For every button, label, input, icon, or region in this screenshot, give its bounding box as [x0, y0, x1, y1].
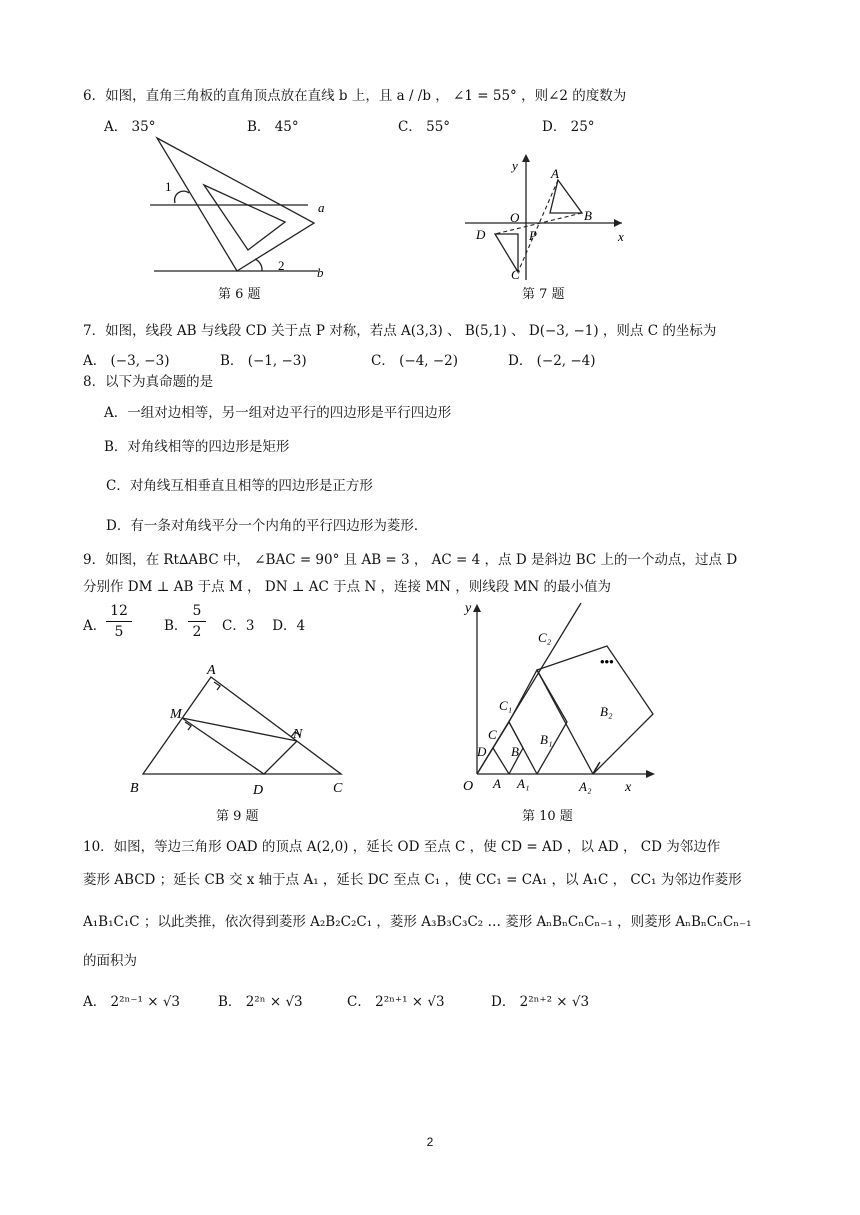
label-y: y [512, 158, 518, 173]
segments-MD-DN [182, 718, 297, 774]
label-b: b [317, 265, 324, 280]
label-O: O [463, 779, 474, 794]
label-C: C [511, 267, 520, 282]
ellipsis-dots: ••• [600, 654, 614, 669]
label-B: B [584, 208, 592, 223]
q7-option-d: D． (−2, −4) [508, 353, 596, 369]
q10-line1: 10．如图，等边三角形 OAD 的顶点 A(2,0) ，延长 OD 至点 C ，使 CD = AD ，以 AD ， CD 为邻边作 [83, 839, 721, 855]
q10-figure [455, 598, 660, 803]
q7-stem: 7．如图，线段 AB 与线段 CD 关于点 P 对称，若点 A(3,3) 、 B(5,1) 、 D(−3, −1) ，则点 C 的坐标为 [83, 323, 717, 339]
triangle-ABP [550, 180, 582, 213]
label-x: x [625, 780, 632, 795]
q9-option-a-fraction [106, 601, 132, 642]
label-y: y [465, 601, 472, 616]
q8-option-a: A．一组对边相等，另一组对边平行的四边形是平行四边形 [104, 405, 452, 421]
q8-option-d: D．有一条对角线平分一个内角的平行四边形为菱形． [106, 518, 428, 534]
q10-option-d: D． 2²ⁿ⁺² × √3 [491, 994, 590, 1010]
q9-fraction-a-denominator: 5 [114, 624, 124, 640]
label-P: P [529, 228, 537, 243]
q9-figure [125, 662, 365, 802]
q10-line4: 的面积为 [83, 953, 137, 969]
q10-line3: A₁B₁C₁C ；以此类推，依次得到菱形 A₂B₂C₂C₁ ，菱形 A₃B₃C₃C₂ … 菱形 AₙBₙCₙCₙ₋₁ ，则菱形 AₙBₙCₙCₙ₋₁ [83, 914, 752, 930]
q6-option-c: C． 55° [398, 119, 451, 135]
q8-stem: 8．以下为真命题的是 [83, 374, 214, 390]
q9-fraction-b-numerator: 5 [188, 601, 206, 622]
q6-option-d: D． 25° [542, 119, 595, 135]
q7-figure [460, 150, 640, 285]
page-number: 2 [426, 1135, 434, 1149]
q9-stem-line1: 9．如图，在 Rt∆ABC 中， ∠BAC = 90° 且 AB = 3 ， AC = 4 ，点 D 是斜边 BC 上的一个动点，过点 D [83, 552, 738, 568]
q9-fraction-a-numerator: 12 [106, 601, 132, 622]
q10-option-c: C． 2²ⁿ⁺¹ × √3 [347, 994, 445, 1010]
label-N: N [293, 727, 303, 742]
angle-2-arc [255, 259, 262, 271]
label-C2: C₂ [538, 630, 552, 645]
label-x: x [618, 229, 624, 244]
q10-option-b: B． 2²ⁿ × √3 [218, 994, 303, 1010]
q9-caption: 第 9 题 [216, 809, 259, 824]
q9-fraction-b-denominator: 2 [192, 624, 202, 640]
q7-option-a: A． (−3, −3) [83, 353, 170, 369]
q10-caption: 第 10 题 [522, 809, 573, 824]
q6-option-b: B． 45° [247, 119, 299, 135]
label-B1: B₁ [540, 732, 553, 747]
triangle-inner [204, 185, 285, 250]
label-A1: A₁ [517, 776, 530, 791]
q7-caption: 第 7 题 [522, 287, 565, 302]
q9-option-b-fraction [188, 601, 206, 642]
q10-option-a: A． 2²ⁿ⁻¹ × √3 [83, 994, 181, 1010]
q7-option-b: B． (−1, −3) [220, 353, 307, 369]
label-C: C [488, 727, 497, 742]
label-2: 2 [278, 258, 285, 273]
label-A: A [493, 776, 501, 791]
label-M: M [170, 707, 182, 722]
label-B2: B₂ [600, 704, 613, 719]
hidden [593, 670, 653, 774]
label-D: D [476, 227, 486, 242]
q9-stem-line2: 分别作 DM ⊥ AB 于点 M ， DN ⊥ AC 于点 N ，连接 MN ，则线段 MN 的最小值为 [83, 579, 611, 595]
q8-option-b: B．对角线相等的四边形是矩形 [104, 439, 290, 455]
label-C1: C₁ [499, 698, 513, 713]
q9-options-c-d: C．3 D．4 [222, 618, 306, 634]
label-O: O [510, 210, 520, 225]
rhombus-A2B2C2C1 [537, 646, 652, 774]
label-C: C [333, 781, 343, 796]
q9-option-b-label: B． [164, 618, 188, 634]
q8-option-c: C．对角线互相垂直且相等的四边形是正方形 [106, 478, 373, 494]
q7-option-c: C． (−4, −2) [371, 353, 459, 369]
label-A: A [551, 166, 559, 181]
side-DA [493, 748, 509, 774]
q9-option-a-label: A． [83, 618, 107, 634]
label-A2: A₂ [579, 779, 592, 794]
q6-option-a: A． 35° [104, 119, 156, 135]
label-D: D [477, 744, 487, 759]
label-B: B [130, 781, 139, 796]
label-1: 1 [165, 179, 172, 194]
label-B: B [511, 744, 519, 759]
q6-figure [140, 135, 350, 285]
q6-caption: 第 6 题 [218, 287, 261, 302]
angle-1-arc [175, 191, 189, 203]
q6-stem: 6．如图，直角三角板的直角顶点放在直线 b 上，且 a / /b ， ∠1 = 55° ，则∠2 的度数为 [83, 88, 627, 104]
label-a: a [318, 200, 325, 215]
segment-AC [518, 180, 558, 272]
q10-line2: 菱形 ABCD ；延长 CB 交 x 轴于点 A₁ ，延长 DC 至点 C₁ ，使 CC₁ = CA₁ ，以 A₁C ， CC₁ 为邻边作菱形 [83, 872, 742, 888]
label-D: D [253, 783, 264, 798]
label-A: A [207, 663, 216, 678]
